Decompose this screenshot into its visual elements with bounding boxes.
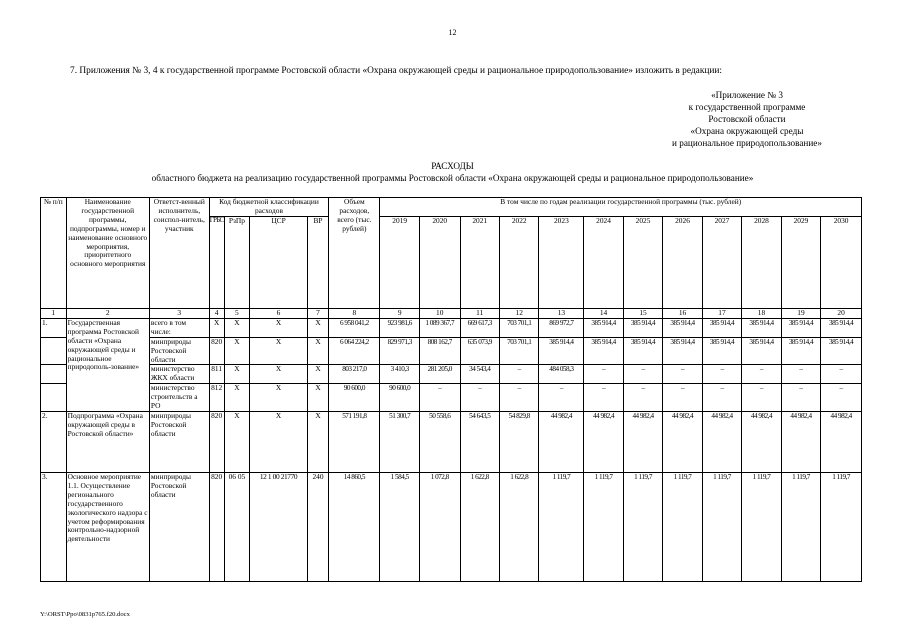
- row-year-value: 1 119,7: [781, 472, 820, 581]
- header-year: 2023: [539, 216, 584, 308]
- col-number: 7: [307, 309, 328, 319]
- row-year-value: 1 119,7: [821, 472, 862, 581]
- header-years-group: В том числе по годам реализации государственной программы (тыс. рублей): [380, 198, 862, 217]
- row-vr: X: [307, 365, 328, 384]
- header-executor: Ответст-венный исполнитель, соиспол-нитель, участник: [149, 198, 209, 309]
- row-executor: минприроды Ростовской области: [149, 411, 209, 472]
- row-year-value: 484 058,3: [539, 365, 584, 384]
- row-year-value: –: [702, 384, 741, 412]
- row-grbs: X: [209, 318, 224, 337]
- row-year-value: –: [584, 384, 623, 412]
- row-num: [41, 337, 67, 365]
- row-year-value: 385 914,4: [623, 337, 662, 365]
- header-row: [41, 198, 862, 217]
- header-csr: ЦСР: [250, 216, 308, 308]
- row-total: 803 217,0: [329, 365, 380, 384]
- row-total: 6 064 224,2: [329, 337, 380, 365]
- table-row: [41, 337, 862, 365]
- row-year-value: 44 982,4: [742, 411, 781, 472]
- row-csr: X: [250, 384, 308, 412]
- row-year-value: –: [499, 365, 538, 384]
- row-year-value: 703 701,1: [499, 318, 538, 337]
- header-name: Наименование государственной программы, подпрограммы, номер и наименование основного мероприятия, приоритетного основного мероприятия: [66, 198, 149, 309]
- row-year-value: 808 162,7: [419, 337, 460, 365]
- header-year: 2025: [623, 216, 662, 308]
- row-year-value: –: [623, 384, 662, 412]
- row-csr: X: [250, 411, 308, 472]
- row-year-value: 385 914,4: [702, 318, 741, 337]
- row-num: 3.: [41, 472, 67, 581]
- row-year-value: 34 543,4: [460, 365, 499, 384]
- row-year-value: –: [460, 384, 499, 412]
- row-rzpr: X: [224, 365, 250, 384]
- row-year-value: –: [499, 384, 538, 412]
- row-year-value: 1 622,8: [499, 472, 538, 581]
- row-year-value: –: [821, 365, 862, 384]
- col-number: 3: [149, 309, 209, 319]
- row-year-value: 44 982,4: [623, 411, 662, 472]
- header-vr: ВР: [307, 216, 328, 308]
- row-rzpr: X: [224, 318, 250, 337]
- row-year-value: 385 914,4: [539, 337, 584, 365]
- col-number: 20: [821, 309, 862, 319]
- row-year-value: 1 119,7: [663, 472, 702, 581]
- col-number: 13: [539, 309, 584, 319]
- row-name: Государственная программа Ростовской области «Охрана окружающей среды и рациональное природополь-зование»: [66, 318, 149, 411]
- row-name: Подпрограмма «Охрана окружающей среды в Ростовской области»: [66, 411, 149, 472]
- row-year-value: 385 914,4: [584, 318, 623, 337]
- row-executor: министерство строительств а РО: [149, 384, 209, 412]
- row-year-value: 385 914,4: [781, 318, 820, 337]
- row-vr: X: [307, 384, 328, 412]
- row-year-value: –: [781, 384, 820, 412]
- row-num: 1.: [41, 318, 67, 337]
- row-vr: 240: [307, 472, 328, 581]
- row-rzpr: X: [224, 384, 250, 412]
- row-year-value: –: [821, 384, 862, 412]
- col-number: 14: [584, 309, 623, 319]
- row-rzpr: 06 05: [224, 472, 250, 581]
- row-year-value: 54 829,8: [499, 411, 538, 472]
- title-line-2: областного бюджета на реализацию государственной программы Ростовской области «Охрана окружающей среды и рациональное природопользование»: [151, 173, 754, 183]
- appendix-header: [637, 89, 857, 149]
- document-title: [0, 160, 905, 184]
- row-year-value: –: [539, 384, 584, 412]
- row-executor: минприроды Ростовской области: [149, 337, 209, 365]
- header-volume: Объем расходов, всего (тыс. рублей): [329, 198, 380, 309]
- row-year-value: 385 914,4: [742, 318, 781, 337]
- row-year-value: 385 914,4: [663, 337, 702, 365]
- row-year-value: 90 600,0: [380, 384, 419, 412]
- row-year-value: 281 205,0: [419, 365, 460, 384]
- row-year-value: 3 410,3: [380, 365, 419, 384]
- row-executor: всего в том числе:: [149, 318, 209, 337]
- col-number: 9: [380, 309, 419, 319]
- appendix-line: и рациональное природопользование»: [672, 138, 822, 148]
- header-num: № п/п: [41, 198, 67, 309]
- row-vr: X: [307, 318, 328, 337]
- row-year-value: 1 584,5: [380, 472, 419, 581]
- row-year-value: 1 119,7: [742, 472, 781, 581]
- row-num: [41, 365, 67, 384]
- row-year-value: 385 914,4: [663, 318, 702, 337]
- header-year: 2026: [663, 216, 702, 308]
- row-year-value: 869 972,7: [539, 318, 584, 337]
- row-year-value: 385 914,4: [821, 337, 862, 365]
- header-code-group: Код бюджетной классификации расходов: [209, 198, 329, 217]
- header-year: 2027: [702, 216, 741, 308]
- row-year-value: 44 982,4: [821, 411, 862, 472]
- row-csr: X: [250, 365, 308, 384]
- table-row: [41, 411, 862, 472]
- row-year-value: 385 914,4: [623, 318, 662, 337]
- title-line-1: РАСХОДЫ: [431, 161, 474, 171]
- table-row: [41, 365, 862, 384]
- header-year: 2022: [499, 216, 538, 308]
- row-year-value: 385 914,4: [702, 337, 741, 365]
- row-grbs: 812: [209, 384, 224, 412]
- row-year-value: –: [742, 384, 781, 412]
- page-number: 12: [448, 28, 457, 37]
- row-year-value: 1 119,7: [623, 472, 662, 581]
- row-year-value: –: [419, 384, 460, 412]
- row-csr: 12 1 00 21770: [250, 472, 308, 581]
- column-number-row: [41, 309, 862, 319]
- row-year-value: –: [663, 384, 702, 412]
- col-number: 4: [209, 309, 224, 319]
- col-number: 18: [742, 309, 781, 319]
- col-number: 19: [781, 309, 820, 319]
- table-row: [41, 318, 862, 337]
- row-year-value: 1 089 367,7: [419, 318, 460, 337]
- row-year-value: 44 982,4: [663, 411, 702, 472]
- row-year-value: 1 119,7: [539, 472, 584, 581]
- row-grbs: 820: [209, 411, 224, 472]
- appendix-line: «Охрана окружающей среды: [690, 126, 804, 136]
- table-row: [41, 472, 862, 581]
- appendix-line: Ростовской области: [708, 114, 786, 124]
- row-csr: X: [250, 318, 308, 337]
- row-year-value: 54 643,5: [460, 411, 499, 472]
- col-number: 12: [499, 309, 538, 319]
- row-year-value: 1 072,8: [419, 472, 460, 581]
- row-year-value: 44 982,4: [584, 411, 623, 472]
- row-year-value: 635 073,9: [460, 337, 499, 365]
- row-year-value: –: [623, 365, 662, 384]
- row-year-value: 51 300,7: [380, 411, 419, 472]
- col-number: 8: [329, 309, 380, 319]
- col-number: 10: [419, 309, 460, 319]
- row-total: 14 860,5: [329, 472, 380, 581]
- row-year-value: 385 914,4: [821, 318, 862, 337]
- row-year-value: 1 119,7: [584, 472, 623, 581]
- row-year-value: –: [742, 365, 781, 384]
- row-name: Основное мероприятие 1.1. Осуществление регионального государственного экологического надзора с учетом реформирования контрольно-надзорной деятельности: [66, 472, 149, 581]
- header-rzpr: РзПр: [224, 216, 250, 308]
- row-grbs: 820: [209, 472, 224, 581]
- row-year-value: 1 622,8: [460, 472, 499, 581]
- row-year-value: 1 119,7: [702, 472, 741, 581]
- row-total: 6 958 041,2: [329, 318, 380, 337]
- row-num: 2.: [41, 411, 67, 472]
- row-executor: министерство ЖКХ области: [149, 365, 209, 384]
- row-vr: X: [307, 411, 328, 472]
- row-csr: X: [250, 337, 308, 365]
- row-year-value: 829 971,3: [380, 337, 419, 365]
- table-row: [41, 384, 862, 412]
- footer-file-path: Y:\ORST\Ppo\0831p765.f20.docx: [40, 611, 130, 618]
- header-year: 2020: [419, 216, 460, 308]
- row-year-value: –: [663, 365, 702, 384]
- header-year: 2019: [380, 216, 419, 308]
- expenses-table: [40, 197, 862, 582]
- row-year-value: 385 914,4: [742, 337, 781, 365]
- row-year-value: 385 914,4: [781, 337, 820, 365]
- row-rzpr: X: [224, 411, 250, 472]
- row-grbs: 811: [209, 365, 224, 384]
- col-number: 15: [623, 309, 662, 319]
- appendix-line: к государственной программе: [688, 102, 806, 112]
- col-number: 1: [41, 309, 67, 319]
- row-year-value: 50 558,6: [419, 411, 460, 472]
- row-executor: минприроды Ростовской области: [149, 472, 209, 581]
- row-year-value: –: [781, 365, 820, 384]
- row-year-value: 44 982,4: [781, 411, 820, 472]
- col-number: 2: [66, 309, 149, 319]
- row-num: [41, 384, 67, 412]
- intro-paragraph: 7. Приложения № 3, 4 к государственной программе Ростовской области «Охрана окружающей среды и рациональное природопользование» изложить в редакции:: [70, 66, 723, 76]
- header-year: 2029: [781, 216, 820, 308]
- header-year: 2021: [460, 216, 499, 308]
- col-number: 17: [702, 309, 741, 319]
- row-year-value: 703 701,1: [499, 337, 538, 365]
- row-total: 571 191,8: [329, 411, 380, 472]
- col-number: 11: [460, 309, 499, 319]
- row-year-value: –: [584, 365, 623, 384]
- row-year-value: –: [702, 365, 741, 384]
- appendix-line: «Приложение № 3: [711, 90, 783, 100]
- row-year-value: 44 982,4: [702, 411, 741, 472]
- header-year: 2030: [821, 216, 862, 308]
- col-number: 5: [224, 309, 250, 319]
- header-year: 2024: [584, 216, 623, 308]
- row-rzpr: X: [224, 337, 250, 365]
- col-number: 6: [250, 309, 308, 319]
- header-grbs: ГРБС: [209, 216, 224, 308]
- row-total: 90 600,0: [329, 384, 380, 412]
- row-year-value: 385 914,4: [584, 337, 623, 365]
- col-number: 16: [663, 309, 702, 319]
- row-vr: X: [307, 337, 328, 365]
- row-year-value: 669 617,3: [460, 318, 499, 337]
- row-grbs: 820: [209, 337, 224, 365]
- row-year-value: 923 981,6: [380, 318, 419, 337]
- header-year: 2028: [742, 216, 781, 308]
- row-year-value: 44 982,4: [539, 411, 584, 472]
